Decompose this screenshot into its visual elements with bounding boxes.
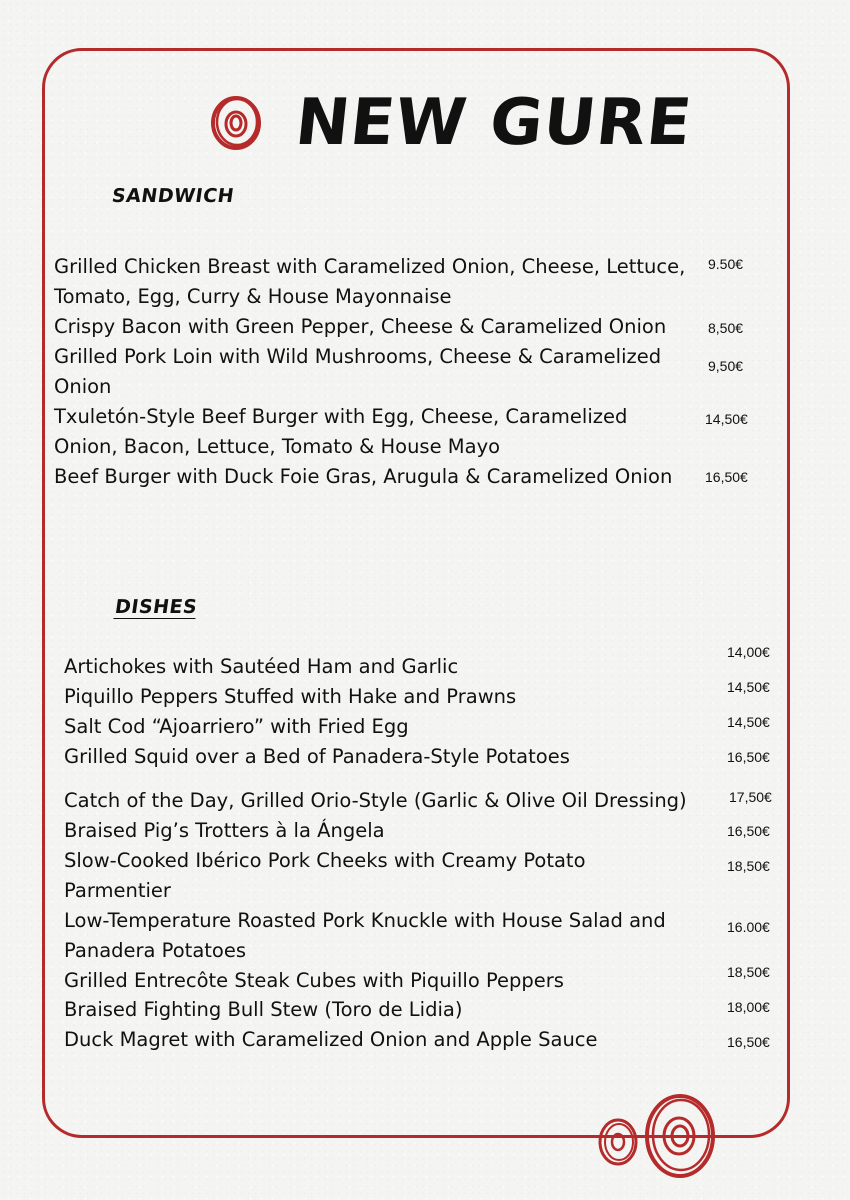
menu-item-name: Piquillo Peppers Stuffed with Hake and Prawns [64, 685, 517, 708]
menu-item-name: Artichokes with Sautéed Ham and Garlic [64, 655, 459, 678]
menu-item-price: 16.00€ [727, 919, 770, 935]
menu-item-name: Grilled Pork Loin with Wild Mushrooms, Cheese & Caramelized Onion [54, 345, 662, 398]
section-label-sandwich: SANDWICH [110, 185, 236, 207]
menu-item-price: 18,50€ [727, 964, 770, 980]
menu-item-price: 14,00€ [727, 644, 770, 660]
menu-item-price: 14,50€ [727, 714, 770, 730]
menu-item-name: Salt Cod “Ajoarriero” with Fried Egg [64, 715, 409, 738]
menu-item-name: Crispy Bacon with Green Pepper, Cheese & Caramelized Onion [54, 315, 667, 338]
menu-item-name: Duck Magret with Caramelized Onion and Apple Sauce [64, 1028, 598, 1051]
menu-item-name: Txuletón-Style Beef Burger with Egg, Cheese, Caramelized Onion, Bacon, Lettuce, Tomato & House Mayo [54, 405, 628, 458]
menu-item-price: 14,50€ [727, 679, 770, 695]
menu-item-name: Grilled Entrecôte Steak Cubes with Piquillo Peppers [64, 969, 564, 992]
menu-item-name: Beef Burger with Duck Foie Gras, Arugula & Caramelized Onion [54, 465, 673, 488]
menu-item-price: 16,50€ [705, 469, 748, 485]
menu-item-price: 16,50€ [727, 1034, 770, 1050]
red-circles-icon [596, 1092, 721, 1188]
menu-item-price: 16,50€ [727, 823, 770, 839]
menu-item-price: 17,50€ [729, 789, 772, 805]
menu-item-name: Slow-Cooked Ibérico Pork Cheeks with Creamy Potato Parmentier [64, 849, 586, 902]
menu-item-name: Grilled Squid over a Bed of Panadera-Style Potatoes [64, 745, 570, 768]
menu-item-name: Braised Fighting Bull Stew (Toro de Lidia) [64, 998, 463, 1021]
menu-item-name: Catch of the Day, Grilled Orio-Style (Garlic & Olive Oil Dressing) [64, 789, 687, 812]
menu-item-price: 14,50€ [705, 411, 748, 427]
section-label-dishes: DISHES [113, 596, 199, 618]
menu-item-name: Braised Pig’s Trotters à la Ángela [64, 819, 385, 842]
menu-item-price: 9.50€ [708, 256, 744, 272]
restaurant-title: NEW GURE [292, 86, 696, 160]
menu-item-price: 18,50€ [727, 858, 770, 874]
menu-item-name: Low-Temperature Roasted Pork Knuckle with House Salad and Panadera Potatoes [64, 909, 666, 962]
menu-item-price: 8,50€ [708, 320, 744, 336]
menu-item-price: 18,00€ [727, 999, 770, 1015]
menu-item-name: Grilled Chicken Breast with Caramelized Onion, Cheese, Lettuce, Tomato, Egg, Curry & House Mayonnaise [54, 255, 686, 308]
menu-item-price: 16,50€ [727, 749, 770, 765]
menu-item-price: 9,50€ [708, 358, 744, 374]
logo-icon [210, 95, 266, 159]
